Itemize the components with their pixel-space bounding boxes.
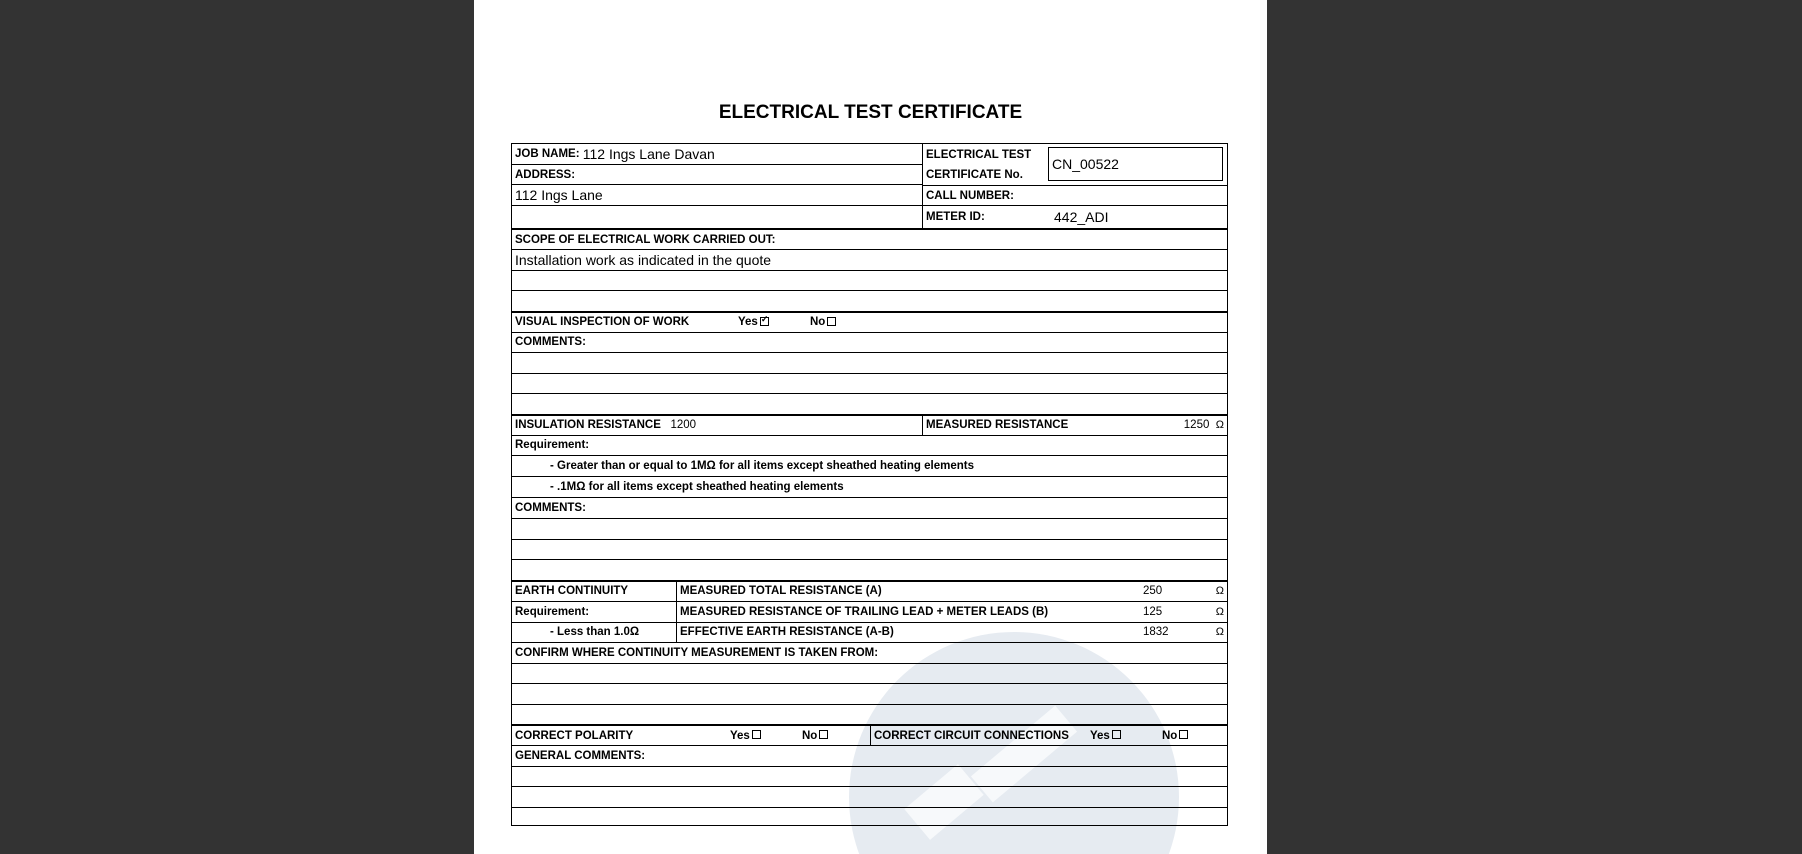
meter-id-row: METER ID: 442_ADI — [926, 209, 1109, 225]
document-page — [474, 0, 1267, 854]
trailing-lead-row: Requirement: MEASURED RESISTANCE OF TRAILING LEAD + METER LEADS (B) 125 Ω — [512, 601, 1227, 622]
address-label: ADDRESS: — [512, 165, 922, 185]
job-name-value: 112 Ings Lane Davan — [582, 146, 715, 162]
visual-no-checkbox[interactable] — [827, 317, 836, 326]
requirement-line-1: - Greater than or equal to 1MΩ for all items except sheathed heating elements — [550, 460, 974, 472]
header-block — [512, 144, 1227, 228]
trailing-lead-value: 125 — [1143, 605, 1163, 618]
circuit-yes-checkbox[interactable] — [1112, 730, 1121, 739]
meter-id-value: 442_ADI — [1054, 209, 1109, 225]
effective-resistance-row: - Less than 1.0Ω EFFECTIVE EARTH RESISTANCE (A-B) 1832 Ω — [512, 622, 1227, 643]
scope-label: SCOPE OF ELECTRICAL WORK CARRIED OUT: — [515, 233, 776, 246]
certificate-number-value: CN_00522 — [1048, 147, 1223, 181]
address-value: 112 Ings Lane — [512, 185, 922, 206]
visual-comments-label: COMMENTS: — [515, 336, 586, 349]
measured-resistance-value: 1250 — [1183, 419, 1210, 431]
earth-continuity-row: EARTH CONTINUITY MEASURED TOTAL RESISTANCE (A) 250 Ω — [512, 580, 1227, 601]
insulation-requirement-label: Requirement: — [515, 439, 590, 452]
polarity-row: CORRECT POLARITY Yes No CORRECT CIRCUIT CONNECTIONS Yes No — [512, 724, 1227, 745]
effective-resistance-value: 1832 — [1143, 626, 1169, 639]
circuit-no-checkbox[interactable] — [1179, 730, 1188, 739]
visual-yes-checkbox[interactable] — [760, 317, 769, 326]
certificate-title: ELECTRICAL TEST CERTIFICATE — [718, 102, 1023, 123]
polarity-yes-checkbox[interactable] — [752, 730, 761, 739]
scope-value: Installation work as indicated in the quote — [515, 251, 772, 268]
total-resistance-value: 250 — [1143, 585, 1163, 597]
polarity-no-checkbox[interactable] — [819, 730, 828, 739]
general-comments-label: GENERAL COMMENTS: — [515, 749, 646, 762]
confirm-continuity-label: CONFIRM WHERE CONTINUITY MEASUREMENT IS TAKEN FROM: — [515, 646, 879, 659]
visual-inspection-row: VISUAL INSPECTION OF WORK Yes ✓ No — [512, 311, 1227, 332]
certificate-number-label: ELECTRICAL TEST CERTIFICATE No. — [926, 148, 1032, 181]
certificate-form — [511, 143, 1228, 826]
insulation-comments-label: COMMENTS: — [515, 502, 586, 514]
call-number-label: CALL NUMBER: — [923, 186, 1227, 206]
requirement-line-2: - .1MΩ for all items except sheathed heating elements — [550, 481, 844, 493]
insulation-row: INSULATION RESISTANCE 1200 MEASURED RESISTANCE 1250 Ω — [512, 414, 1227, 435]
insulation-value: 1200 — [670, 419, 697, 431]
job-name-row: JOB NAME: 112 Ings Lane Davan — [512, 144, 922, 165]
